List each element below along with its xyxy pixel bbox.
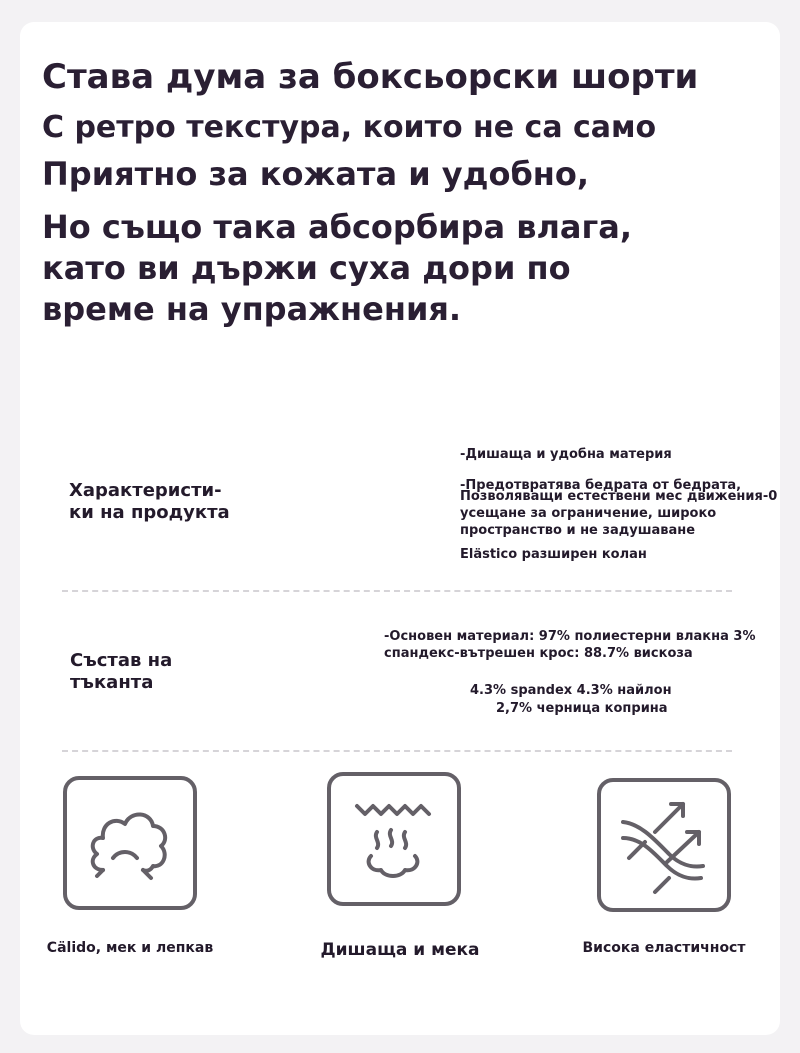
fabric-label-line-1: Състав на (70, 650, 173, 671)
feature-item-1: -Дишаща и удобна материя (460, 447, 672, 462)
feature-item-2: -Предотвратява бедрата от бедрата, (460, 478, 742, 493)
feature-item-5: пространство и не задушаване (460, 523, 696, 538)
headline-line-4: Но също така абсорбира влага, (42, 208, 632, 246)
cloud-icon (63, 776, 197, 910)
fabric-label-line-2: тъканта (70, 672, 154, 693)
cloud-icon-caption: Cälido, мек и лепкав (46, 940, 214, 956)
fabric-line-2: спандекс-вътрешен крос: 88.7% вискоза (384, 646, 693, 661)
divider-2 (62, 750, 732, 752)
feature-item-4: усещане за ограничение, широко (460, 506, 717, 521)
headline-paragraph (42, 207, 632, 330)
breathable-icon (327, 772, 461, 906)
fabric-line-3: 4.3% spandex 4.3% найлон (470, 683, 672, 698)
headline-line-3: Приятно за кожата и удобно, (42, 155, 590, 193)
features-label (69, 480, 230, 524)
headline-line-5: като ви държи суха дори по (42, 249, 571, 287)
features-label-line-1: Характеристи- (69, 480, 222, 501)
headline-line-2: С ретро текстура, които не са само (42, 110, 657, 145)
stretch-arrows-icon (597, 778, 731, 912)
fabric-label (70, 650, 172, 694)
feature-item-6: Eläst​ico разширен колан (460, 547, 647, 562)
fabric-line-4: 2,7% черница коприна (496, 701, 668, 716)
stretch-arrows-icon-caption: Висока еластичност (582, 940, 746, 956)
fabric-line-1: -Основен материал: 97% полиестерни влакна 3% (384, 629, 756, 644)
breathable-icon-caption: Дишаща и мека (320, 940, 480, 960)
divider-1 (62, 590, 732, 592)
headline-line-6: време на упражнения. (42, 290, 462, 328)
features-label-line-2: ки на продукта (69, 502, 230, 523)
headline-line-1: Става дума за боксьорски шорти (42, 57, 699, 97)
feature-item-3: Позволяващи естествени мес движения-0 (460, 489, 778, 504)
